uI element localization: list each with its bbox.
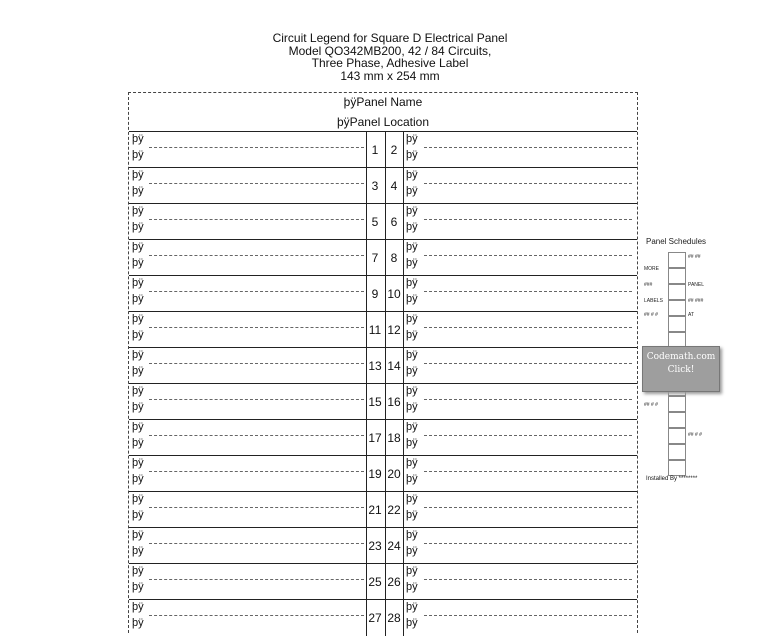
column-divider	[385, 564, 386, 600]
column-divider	[366, 564, 367, 600]
circuit-row	[129, 239, 637, 276]
column-divider	[403, 312, 404, 348]
ad-line-2: Click!	[667, 365, 695, 375]
left-circuit-number: 11	[368, 323, 382, 337]
right-circuit-number: 24	[387, 539, 401, 553]
right-circuit-top-field[interactable]: þÿ	[406, 169, 418, 181]
left-circuit-bottom-field[interactable]: þÿ	[132, 509, 144, 521]
right-circuit-bottom-field[interactable]: þÿ	[406, 437, 418, 449]
left-circuit-top-field[interactable]: þÿ	[132, 385, 144, 397]
right-circuit-bottom-field[interactable]: þÿ	[406, 401, 418, 413]
circuit-row	[129, 491, 637, 528]
thumbnail-word: ## # #	[688, 432, 702, 438]
thumbnail-word: ## # #	[644, 312, 658, 318]
leader-line	[149, 219, 364, 220]
leader-line	[149, 291, 364, 292]
right-circuit-bottom-field[interactable]: þÿ	[406, 473, 418, 485]
leader-line	[424, 579, 632, 580]
right-circuit-top-field[interactable]: þÿ	[406, 565, 418, 577]
circuit-legend-label	[128, 92, 638, 633]
left-circuit-bottom-field[interactable]: þÿ	[132, 185, 144, 197]
column-divider	[385, 456, 386, 492]
left-circuit-top-field[interactable]: þÿ	[132, 565, 144, 577]
left-circuit-bottom-field[interactable]: þÿ	[132, 581, 144, 593]
title-line-4: 143 mm x 254 mm	[340, 68, 440, 83]
left-circuit-bottom-field[interactable]: þÿ	[132, 365, 144, 377]
right-circuit-number: 6	[390, 215, 398, 229]
right-circuit-number: 26	[387, 575, 401, 589]
column-divider	[385, 168, 386, 204]
right-circuit-number: 10	[387, 287, 401, 301]
left-circuit-top-field[interactable]: þÿ	[132, 601, 144, 613]
circuit-row	[129, 527, 637, 564]
column-divider	[385, 240, 386, 276]
thumbnail-word: MORE	[644, 266, 659, 272]
leader-line	[149, 543, 364, 544]
column-divider	[366, 456, 367, 492]
left-circuit-bottom-field[interactable]: þÿ	[132, 401, 144, 413]
right-circuit-top-field[interactable]: þÿ	[406, 529, 418, 541]
right-circuit-top-field[interactable]: þÿ	[406, 349, 418, 361]
left-circuit-number: 15	[368, 395, 382, 409]
leader-line	[149, 255, 364, 256]
panel-location-field[interactable]: þÿPanel Location	[336, 115, 430, 129]
left-circuit-top-field[interactable]: þÿ	[132, 169, 144, 181]
circuit-row	[129, 455, 637, 492]
left-circuit-number: 13	[368, 359, 382, 373]
right-circuit-top-field[interactable]: þÿ	[406, 133, 418, 145]
left-circuit-bottom-field[interactable]: þÿ	[132, 329, 144, 341]
column-divider	[366, 132, 367, 168]
left-circuit-bottom-field[interactable]: þÿ	[132, 257, 144, 269]
thumbnail-word: AT	[688, 312, 695, 318]
right-circuit-bottom-field[interactable]: þÿ	[406, 617, 418, 629]
circuit-row	[129, 419, 637, 456]
left-circuit-top-field[interactable]: þÿ	[132, 205, 144, 217]
leader-line	[424, 435, 632, 436]
column-divider	[403, 168, 404, 204]
column-divider	[403, 456, 404, 492]
right-circuit-bottom-field[interactable]: þÿ	[406, 149, 418, 161]
left-circuit-bottom-field[interactable]: þÿ	[132, 437, 144, 449]
left-circuit-top-field[interactable]: þÿ	[132, 313, 144, 325]
right-circuit-number: 22	[387, 503, 401, 517]
left-circuit-number: 21	[368, 503, 382, 517]
column-divider	[403, 240, 404, 276]
column-divider	[366, 276, 367, 312]
title-line-3: Three Phase, Adhesive Label	[311, 56, 469, 70]
left-circuit-number: 27	[368, 611, 382, 625]
leader-line	[424, 219, 632, 220]
right-circuit-bottom-field[interactable]: þÿ	[406, 545, 418, 557]
leader-line	[424, 183, 632, 184]
circuit-row	[129, 311, 637, 348]
column-divider	[385, 600, 386, 636]
circuit-row	[129, 599, 637, 636]
left-circuit-top-field[interactable]: þÿ	[132, 529, 144, 541]
column-divider	[366, 528, 367, 564]
left-circuit-top-field[interactable]: þÿ	[132, 133, 144, 145]
leader-line	[149, 399, 364, 400]
column-divider	[366, 492, 367, 528]
left-circuit-bottom-field[interactable]: þÿ	[132, 149, 144, 161]
column-divider	[403, 348, 404, 384]
right-circuit-number: 4	[390, 179, 398, 193]
right-circuit-number: 2	[390, 143, 398, 157]
thumbnail-title: Panel Schedules	[646, 237, 707, 246]
leader-line	[424, 615, 632, 616]
leader-line	[424, 327, 632, 328]
right-circuit-number: 20	[387, 467, 401, 481]
leader-line	[424, 543, 632, 544]
right-circuit-bottom-field[interactable]: þÿ	[406, 365, 418, 377]
leader-line	[424, 147, 632, 148]
column-divider	[403, 600, 404, 636]
leader-line	[149, 183, 364, 184]
right-circuit-top-field[interactable]: þÿ	[406, 457, 418, 469]
right-circuit-bottom-field[interactable]: þÿ	[406, 221, 418, 233]
circuit-row	[129, 347, 637, 384]
title-line-2: Model QO342MB200, 42 / 84 Circuits,	[288, 43, 492, 58]
left-circuit-number: 3	[371, 179, 379, 193]
circuit-row	[129, 563, 637, 600]
leader-line	[424, 255, 632, 256]
right-circuit-top-field[interactable]: þÿ	[406, 277, 418, 289]
column-divider	[403, 204, 404, 240]
column-divider	[366, 600, 367, 636]
right-circuit-bottom-field[interactable]: þÿ	[406, 509, 418, 521]
circuit-row	[129, 203, 637, 240]
leader-line	[424, 291, 632, 292]
column-divider	[403, 384, 404, 420]
left-circuit-bottom-field[interactable]: þÿ	[132, 617, 144, 629]
right-circuit-top-field[interactable]: þÿ	[406, 493, 418, 505]
right-circuit-top-field[interactable]: þÿ	[406, 241, 418, 253]
thumbnail-word: LABELS	[644, 298, 663, 304]
thumbnail-number-cell	[668, 300, 686, 316]
column-divider	[385, 384, 386, 420]
circuit-row	[129, 383, 637, 420]
leader-line	[149, 363, 364, 364]
column-divider	[403, 528, 404, 564]
left-circuit-bottom-field[interactable]: þÿ	[132, 293, 144, 305]
column-divider	[403, 492, 404, 528]
thumbnail-number-cell	[668, 252, 686, 268]
left-circuit-top-field[interactable]: þÿ	[132, 457, 144, 469]
column-divider	[385, 420, 386, 456]
column-divider	[403, 132, 404, 168]
left-circuit-bottom-field[interactable]: þÿ	[132, 221, 144, 233]
left-circuit-top-field[interactable]: þÿ	[132, 349, 144, 361]
right-circuit-number: 28	[387, 611, 401, 625]
column-divider	[385, 528, 386, 564]
leader-line	[149, 327, 364, 328]
left-circuit-number: 25	[368, 575, 382, 589]
thumbnail-number-cell	[668, 428, 686, 444]
leader-line	[424, 399, 632, 400]
right-circuit-number: 14	[387, 359, 401, 373]
column-divider	[385, 132, 386, 168]
column-divider	[385, 204, 386, 240]
right-circuit-top-field[interactable]: þÿ	[406, 313, 418, 325]
right-circuit-bottom-field[interactable]: þÿ	[406, 185, 418, 197]
right-circuit-bottom-field[interactable]: þÿ	[406, 293, 418, 305]
column-divider	[385, 492, 386, 528]
right-circuit-top-field[interactable]: þÿ	[406, 601, 418, 613]
right-circuit-number: 12	[387, 323, 401, 337]
left-circuit-number: 9	[371, 287, 379, 301]
thumbnail-word: ## ##	[688, 254, 701, 260]
left-circuit-top-field[interactable]: þÿ	[132, 277, 144, 289]
right-circuit-top-field[interactable]: þÿ	[406, 421, 418, 433]
leader-line	[149, 579, 364, 580]
panel-name-field[interactable]: þÿPanel Name	[343, 95, 423, 109]
column-divider	[366, 312, 367, 348]
thumbnail-word: ###	[644, 282, 653, 288]
circuit-row	[129, 131, 637, 168]
right-circuit-bottom-field[interactable]: þÿ	[406, 581, 418, 593]
title-line-1: Circuit Legend for Square D Electrical Panel	[272, 31, 508, 45]
right-circuit-top-field[interactable]: þÿ	[406, 205, 418, 217]
right-circuit-number: 16	[387, 395, 401, 409]
thumbnail-word: ## # #	[644, 402, 658, 408]
leader-line	[149, 471, 364, 472]
installed-by-text: Installed By ********	[646, 476, 698, 482]
column-divider	[385, 276, 386, 312]
column-divider	[385, 312, 386, 348]
thumbnail-number-cell	[668, 316, 686, 332]
leader-line	[149, 507, 364, 508]
column-divider	[366, 168, 367, 204]
right-circuit-bottom-field[interactable]: þÿ	[406, 257, 418, 269]
thumbnail-number-cell	[668, 396, 686, 412]
leader-line	[424, 471, 632, 472]
circuit-row	[129, 275, 637, 312]
left-circuit-number: 1	[371, 143, 379, 157]
column-divider	[366, 240, 367, 276]
document-title	[210, 32, 570, 82]
right-circuit-bottom-field[interactable]: þÿ	[406, 329, 418, 341]
thumbnail-number-cell	[668, 460, 686, 476]
left-circuit-number: 5	[371, 215, 379, 229]
right-circuit-number: 8	[390, 251, 398, 265]
column-divider	[385, 348, 386, 384]
column-divider	[403, 564, 404, 600]
leader-line	[149, 615, 364, 616]
left-circuit-bottom-field[interactable]: þÿ	[132, 473, 144, 485]
left-circuit-top-field[interactable]: þÿ	[132, 421, 144, 433]
left-circuit-top-field[interactable]: þÿ	[132, 493, 144, 505]
leader-line	[149, 147, 364, 148]
circuit-row	[129, 167, 637, 204]
leader-line	[424, 363, 632, 364]
leader-line	[149, 435, 364, 436]
column-divider	[403, 276, 404, 312]
leader-line	[424, 507, 632, 508]
left-circuit-bottom-field[interactable]: þÿ	[132, 545, 144, 557]
left-circuit-number: 23	[368, 539, 382, 553]
column-divider	[366, 348, 367, 384]
left-circuit-number: 19	[368, 467, 382, 481]
left-circuit-number: 17	[368, 431, 382, 445]
codemath-ad-button[interactable]	[642, 346, 720, 392]
right-circuit-number: 18	[387, 431, 401, 445]
right-circuit-top-field[interactable]: þÿ	[406, 385, 418, 397]
thumbnail-word: PANEL	[688, 282, 705, 288]
column-divider	[366, 204, 367, 240]
left-circuit-top-field[interactable]: þÿ	[132, 241, 144, 253]
column-divider	[366, 420, 367, 456]
column-divider	[403, 420, 404, 456]
left-circuit-number: 7	[371, 251, 379, 265]
thumbnail-number-cell	[668, 268, 686, 284]
thumbnail-number-cell	[668, 412, 686, 428]
ad-line-1: Codemath.com	[646, 352, 716, 362]
thumbnail-number-cell	[668, 284, 686, 300]
thumbnail-number-cell	[668, 444, 686, 460]
column-divider	[366, 384, 367, 420]
thumbnail-word: ## ###	[688, 298, 704, 304]
